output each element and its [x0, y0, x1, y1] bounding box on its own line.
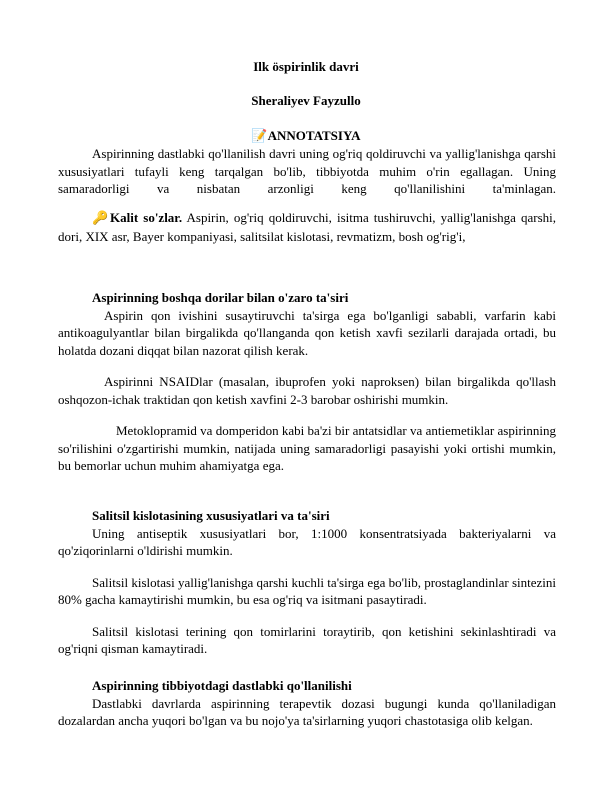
salicylic-paragraph-2: Salitsil kislotasi yallig'lanishga qarshi kuchli ta'sirga ega bo'lib, prostaglandinlar sintezini 80% gacha kamaytirishi mumkin, bu esa og'riq va isitmani pasaytiradi.: [58, 574, 556, 607]
memo-pencil-icon: 📝: [251, 129, 268, 144]
key-icon: 🔑: [92, 211, 111, 226]
interactions-paragraph-1: Aspirin qon ivishini susaytiruvchi ta'sirga ega bo'lganligi sababli, varfarin kabi antikoagulyantlar bilan birgalikda qo'llanganda qon ketish xavfi sezilarli darajada ortadi, bu holatda dozani diqqat bilan nazorat qilish kerak.: [58, 307, 556, 358]
keywords-label: Kalit so'zlar.: [110, 210, 183, 225]
interactions-paragraph-2: Aspirinni NSAIDlar (masalan, ibuprofen yoki naproksen) bilan birgalikda qo'llash oshqozon-ichak traktidan qon ketish xavfini 2-3 barobar oshirishi mumkin.: [58, 374, 556, 407]
document-title: Ilk ösрirinlik davri: [253, 59, 359, 74]
annotation-block: [58, 145, 556, 198]
section-interactions: [58, 289, 556, 475]
interactions-paragraph-3: Metoklopramid va domperidon kabi ba'zi bir antatsidlar va antiemetiklar aspirinning so'rilishini o'zgartirishi mumkin, natijada uning samaradorligi pasayishi yoki ortishi mumkin, bu bemorlar uchun muhim ahamiyatga ega.: [58, 423, 556, 473]
author-name: Sheraliyev Fayzullo: [251, 93, 361, 108]
section-heading-salicylic: Salitsil kislotasining xususiyatlari va ta'siri: [92, 508, 330, 523]
keywords-paragraph: [58, 209, 556, 245]
section-heading-interactions: Aspirinning boshqa dorilar bilan o'zaro ta'siri: [92, 290, 349, 305]
keywords-block: [58, 209, 556, 245]
salicylic-paragraph-3: Salitsil kislotasi terining qon tomirlarini toraytirib, qon ketishini sekinlashtiradi va og'riqni qisman kamaytiradi.: [58, 623, 556, 656]
annotation-text: Aspirinning dastlabki qo'llanilish davri uning og'riq qoldiruvchi va yallig'lanishga qarshi xususiyatlari tufayli keng tarqalgan bo'lib, tibbiyotda muhim o'rin egallagan. Uning samaradorligi va nisbatan arzonligi keng qo'llanilishini ta'minlagan.: [58, 146, 556, 196]
early-use-paragraph-1: Dastlabki davrlarda aspirinning terapevtik dozasi bugungi kunda qo'llaniladigan dozalardan ancha yuqori bo'lgan va bu nojo'ya ta'sirlarning yuqori chastotasiga olib kelgan.: [58, 695, 556, 728]
annotation-heading-text: ANNOTATSIYA: [267, 128, 361, 143]
keywords-text: Aspirin, og'riq qoldiruvchi, isitma tushiruvchi, yallig'lanishga qarshi, dori, XIX asr, Bayer kompaniyasi, salitsilat kislotasi, revmatizm, bosh og'rig'i,: [58, 210, 556, 244]
section-salicylic: [58, 507, 556, 658]
section-heading-early-use: Aspirinning tibbiyotdagi dastlabki qo'llanilishi: [92, 678, 352, 693]
salicylic-paragraph-1: Uning antiseptik xususiyatlari bor, 1:1000 konsentratsiyada bakteriyalarni va qo'ziqorinlarni o'ldirishi mumkin.: [58, 525, 556, 558]
annotation-heading: [0, 127, 612, 146]
section-early-use: [58, 677, 556, 730]
